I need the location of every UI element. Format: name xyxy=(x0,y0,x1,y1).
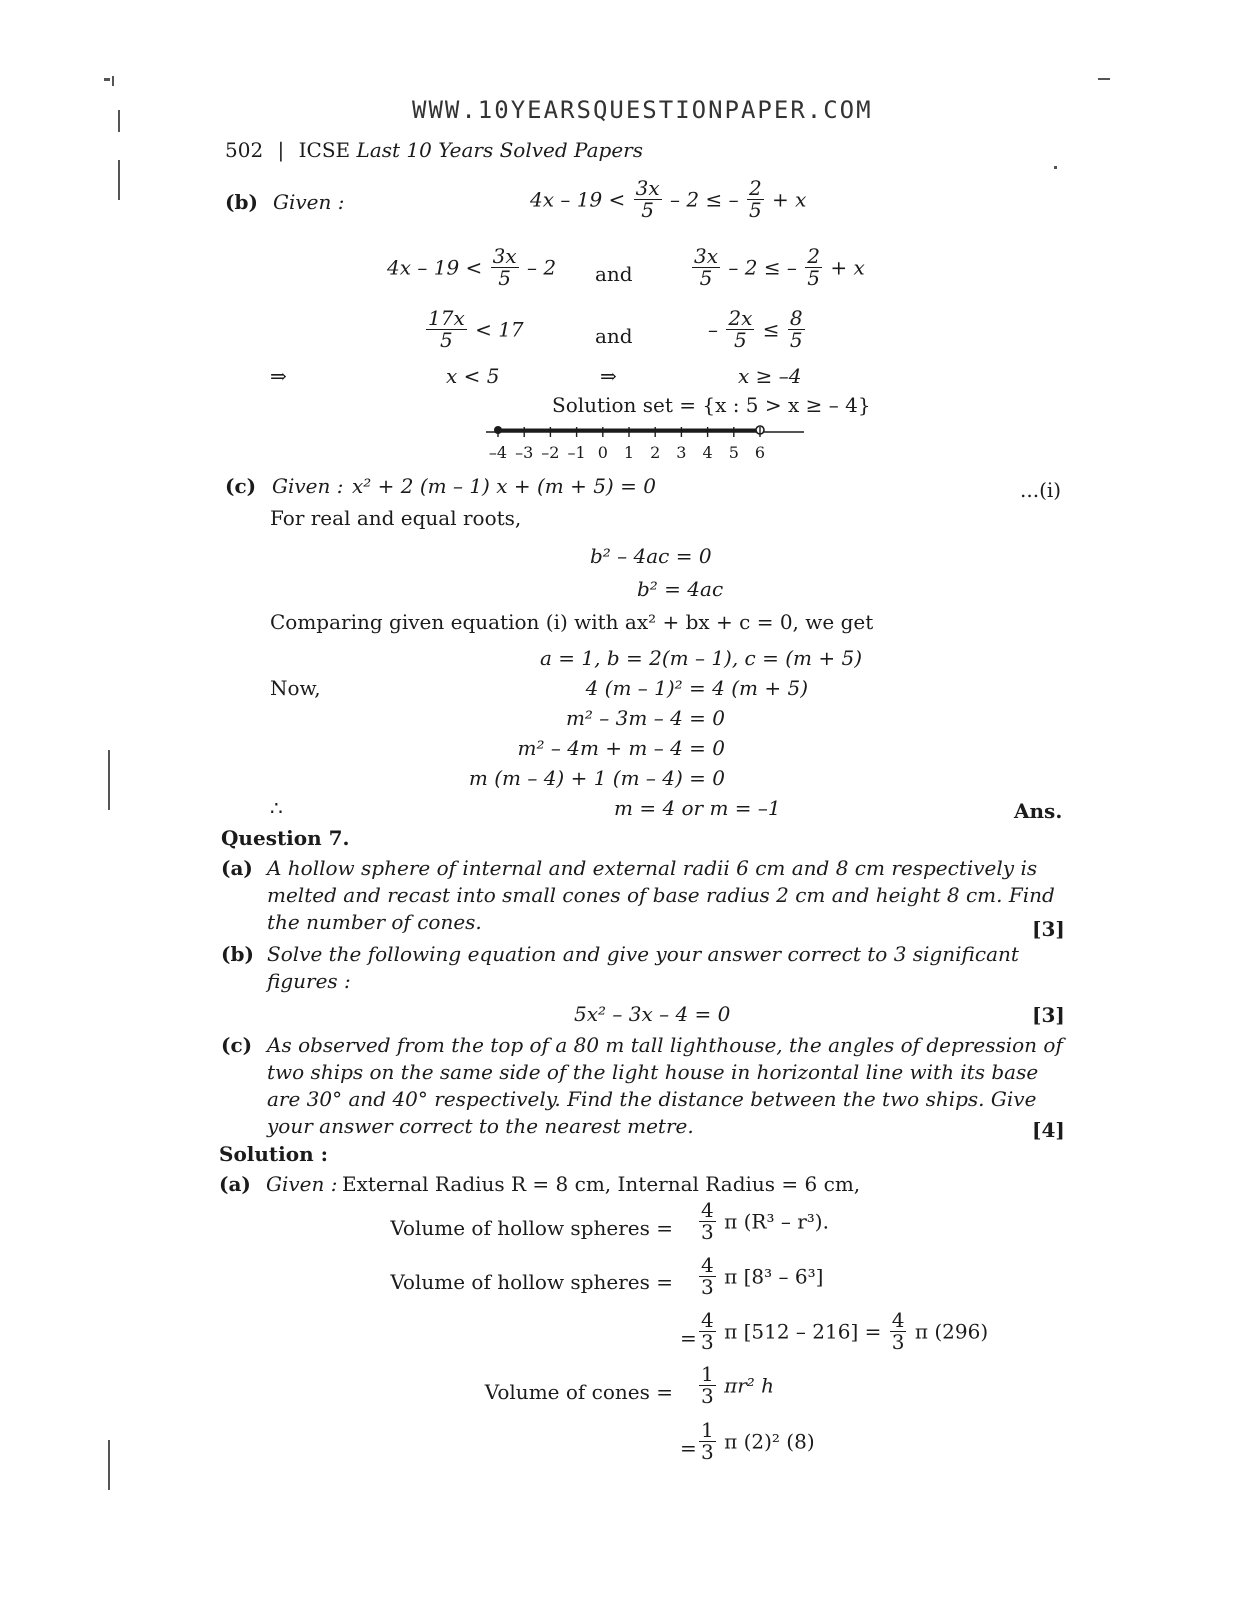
fraction xyxy=(747,178,764,221)
final-result: m = 4 or m = –1 xyxy=(614,796,781,820)
q7b-marks: [3] xyxy=(1032,1003,1065,1027)
q7c-text: As observed from the top of a 80 m tall lighthouse, the angles of depression of two ships on the same side of the light house in horizontal line with its base are 30° and 40° respectively. Find the distance between the two ships. Give your answer correct to the nearest metre. xyxy=(267,1033,1063,1138)
expr-text: – 2 xyxy=(527,255,557,280)
fraction-numerator: 3x xyxy=(635,176,660,200)
scan-mark xyxy=(118,160,120,200)
fraction-numerator: 17x xyxy=(428,306,465,330)
page-header xyxy=(225,138,643,162)
number-line-label: 3 xyxy=(676,443,687,462)
q7b-text: Solve the following equation and give your answer correct to 3 significant figures : xyxy=(267,942,1019,993)
expr-text: π [512 – 216] = xyxy=(724,1319,882,1344)
volume-expression-1 xyxy=(697,1200,829,1243)
coefficients: a = 1, b = 2(m – 1), c = (m + 5) xyxy=(540,646,863,670)
and-text: and xyxy=(595,262,633,286)
fraction-numerator: 2 xyxy=(807,244,821,268)
solution-a-given: Given : xyxy=(266,1172,338,1196)
solution-step-4: m (m – 4) + 1 (m – 4) = 0 xyxy=(468,766,725,790)
fraction-denominator: 5 xyxy=(807,266,821,290)
expr-text: + x xyxy=(830,255,865,280)
step2-left xyxy=(424,308,524,351)
answer-label: Ans. xyxy=(1014,799,1063,823)
cone-volume-expression-2 xyxy=(697,1420,815,1463)
fraction-denominator: 3 xyxy=(701,1384,714,1408)
implies-arrow: ⇒ xyxy=(600,364,617,388)
number-line-label: 1 xyxy=(623,443,635,462)
expr-text: – 2 ≤ – xyxy=(670,187,739,212)
q7c-label: (c) xyxy=(221,1033,253,1057)
expr-text: < 17 xyxy=(475,317,524,342)
fraction-numerator: 1 xyxy=(701,1362,714,1386)
step1-left xyxy=(387,246,556,289)
q7a-text: A hollow sphere of internal and external radii 6 cm and 8 cm respectively is melted and recast into small cones of base radius 2 cm and height 8 cm. Find the number of cones. xyxy=(267,856,1055,934)
solution-title: Solution : xyxy=(219,1142,328,1166)
fraction-denominator: 3 xyxy=(701,1220,714,1244)
now-text: Now, xyxy=(270,676,321,700)
fraction-denominator: 5 xyxy=(440,328,453,352)
fraction xyxy=(726,308,754,351)
expr-text: + x xyxy=(772,187,807,212)
expr-text: – xyxy=(708,317,718,342)
book-title: Last 10 Years Solved Papers xyxy=(356,138,643,162)
expr-text: ≤ xyxy=(762,317,780,342)
book-prefix: ICSE xyxy=(298,138,351,162)
number-line-label: –2 xyxy=(541,443,560,462)
step2-right xyxy=(708,308,807,351)
fraction-numerator: 4 xyxy=(891,1308,905,1332)
volume-expression-2 xyxy=(697,1255,823,1298)
scan-mark xyxy=(108,1440,110,1490)
scan-mark xyxy=(112,76,114,86)
scan-mark xyxy=(1098,78,1110,80)
expr-text: π (2)² (8) xyxy=(724,1429,815,1454)
scan-mark xyxy=(104,78,110,81)
discriminant-eq2: b² = 4ac xyxy=(637,577,724,601)
expr-text: 4x – 19 < xyxy=(387,255,483,280)
fraction-denominator: 5 xyxy=(641,198,655,222)
fraction-numerator: 1 xyxy=(701,1418,714,1442)
question-7-title: Question 7. xyxy=(221,826,350,850)
step3-left: x < 5 xyxy=(446,364,500,388)
expr-text: π (296) xyxy=(914,1319,989,1344)
fraction-denominator: 3 xyxy=(891,1330,905,1354)
fraction-numerator: 3x xyxy=(492,244,517,268)
number-line-label: –1 xyxy=(567,443,586,462)
therefore-symbol: ∴ xyxy=(270,796,283,820)
step3-right: x ≥ –4 xyxy=(738,364,802,388)
fraction xyxy=(426,308,467,351)
solution-a-given-text: External Radius R = 8 cm, Internal Radius = 6 cm, xyxy=(342,1172,861,1196)
expr-text: πr² h xyxy=(724,1373,775,1398)
q7a-label: (a) xyxy=(221,856,253,880)
number-line-label: –4 xyxy=(488,443,508,462)
part-c-given: Given : xyxy=(272,474,344,498)
fraction xyxy=(491,246,519,289)
fraction xyxy=(634,178,662,221)
equals-sign: = xyxy=(680,1436,697,1460)
fraction-denominator: 5 xyxy=(789,328,803,352)
fraction xyxy=(890,1310,907,1353)
header-separator: | xyxy=(277,138,285,162)
fraction-denominator: 3 xyxy=(701,1440,714,1464)
fraction-numerator: 8 xyxy=(789,306,803,330)
fraction-denominator: 3 xyxy=(701,1275,714,1299)
cone-volume-expression-1 xyxy=(697,1364,774,1407)
solution-step-2: m² – 3m – 4 = 0 xyxy=(565,706,725,730)
equation-reference: ...(i) xyxy=(1020,478,1062,502)
fraction xyxy=(699,1420,716,1463)
q7b-equation: 5x² – 3x – 4 = 0 xyxy=(574,1002,731,1026)
part-c-label: (c) xyxy=(225,474,257,498)
fraction-denominator: 3 xyxy=(701,1330,714,1354)
solution-step-1: 4 (m – 1)² = 4 (m + 5) xyxy=(585,676,808,700)
fraction-numerator: 4 xyxy=(701,1253,714,1277)
number-line-label: 6 xyxy=(754,443,766,462)
compare-text: Comparing given equation (i) with ax² + bx + c = 0, we get xyxy=(270,610,874,634)
q7c-marks: [4] xyxy=(1032,1118,1065,1142)
q7b-label: (b) xyxy=(221,942,254,966)
equals-sign: = xyxy=(680,1326,697,1350)
step1-right xyxy=(690,246,865,289)
fraction xyxy=(788,308,805,351)
part-c-line1: For real and equal roots, xyxy=(270,506,522,530)
fraction xyxy=(699,1310,716,1353)
implies-arrow: ⇒ xyxy=(270,364,287,388)
q7a-marks: [3] xyxy=(1032,917,1065,941)
fraction-numerator: 3x xyxy=(694,244,719,268)
fraction-numerator: 4 xyxy=(701,1308,714,1332)
expr-text: π [8³ – 6³] xyxy=(724,1264,824,1289)
number-line-label: 4 xyxy=(702,443,713,462)
scan-mark xyxy=(1054,166,1057,169)
volume-expression-3 xyxy=(697,1310,988,1353)
fraction xyxy=(805,246,822,289)
fraction xyxy=(692,246,720,289)
fraction xyxy=(699,1364,716,1407)
fraction xyxy=(699,1200,716,1243)
solution-set: Solution set = {x : 5 > x ≥ – 4} xyxy=(552,393,871,417)
part-b-label: (b) xyxy=(225,190,258,214)
solution-step-3: m² – 4m + m – 4 = 0 xyxy=(517,736,725,760)
header-url: WWW.10YEARSQUESTIONPAPER.COM xyxy=(412,96,873,124)
scan-mark xyxy=(118,110,120,132)
discriminant-eq1: b² – 4ac = 0 xyxy=(590,544,712,568)
part-b-given: Given : xyxy=(273,190,345,214)
volume-label-1: Volume of hollow spheres = xyxy=(390,1216,673,1240)
cone-volume-label: Volume of cones = xyxy=(484,1380,673,1404)
expr-text: π (R³ – r³). xyxy=(724,1209,829,1234)
fraction-denominator: 5 xyxy=(498,266,512,290)
fraction-denominator: 5 xyxy=(748,198,762,222)
part-c-given-expression: x² + 2 (m – 1) x + (m + 5) = 0 xyxy=(352,474,656,498)
fraction-denominator: 5 xyxy=(734,328,747,352)
fraction-numerator: 2x xyxy=(728,306,753,330)
fraction-denominator: 5 xyxy=(699,266,713,290)
part-b-given-expression xyxy=(530,178,806,221)
number-line-label: 0 xyxy=(597,443,608,462)
expr-text: – 2 ≤ – xyxy=(728,255,797,280)
expr-text: 4x – 19 < xyxy=(530,187,626,212)
solution-a-label: (a) xyxy=(219,1172,251,1196)
fraction-numerator: 2 xyxy=(748,176,762,200)
page-number: 502 xyxy=(225,138,264,162)
scan-mark xyxy=(108,750,110,810)
number-line-label: 2 xyxy=(650,443,661,462)
number-line-label: 5 xyxy=(728,443,739,462)
fraction xyxy=(699,1255,716,1298)
volume-label-2: Volume of hollow spheres = xyxy=(390,1270,673,1294)
number-line-label: –3 xyxy=(515,443,534,462)
fraction-numerator: 4 xyxy=(701,1198,714,1222)
and-text: and xyxy=(595,324,633,348)
number-line xyxy=(482,418,812,466)
